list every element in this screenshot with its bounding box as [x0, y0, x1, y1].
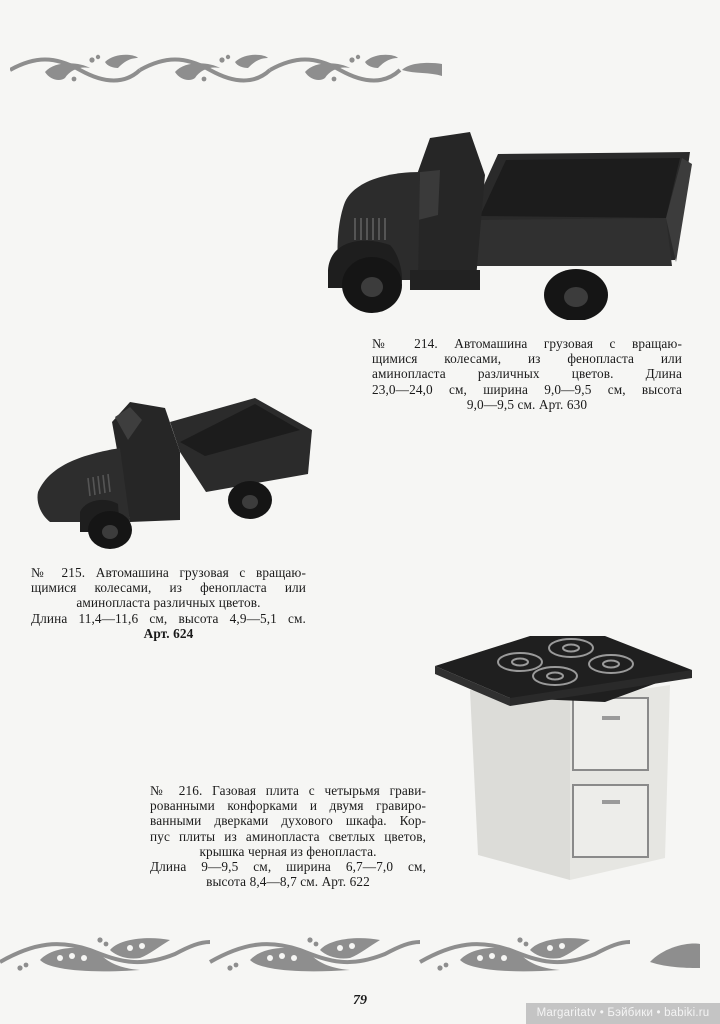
page-number: 79	[353, 993, 367, 1008]
caption-line: № 216. Газовая плита с четырьмя грави-	[150, 783, 426, 798]
caption-line: пус плиты из аминопласта светлых цветов,	[150, 828, 426, 844]
caption-line: 23,0—24,0 см, ширина 9,0—9,5 см, высота	[372, 381, 682, 397]
item-214-caption	[372, 336, 682, 412]
caption-line: рованными конфорками и двумя гравиро-	[150, 798, 426, 814]
top-ornament-border	[10, 48, 450, 88]
item-215-caption	[31, 565, 306, 641]
caption-line: аминопласта различных цветов.	[76, 595, 261, 611]
bottom-ornament-border	[0, 932, 705, 977]
truck-215-illustration	[30, 392, 320, 552]
watermark: Margaritatv • Бэйбики • babiki.ru	[526, 1003, 720, 1024]
caption-line: 9,0—9,5 см. Арт. 630	[466, 396, 588, 412]
item-216-caption	[150, 783, 426, 889]
caption-line: крышка черная из фенопласта.	[199, 843, 377, 859]
caption-line: высота 8,4—8,7 см. Арт. 622	[206, 874, 370, 890]
caption-line: щимися колесами, из фенопласта или	[31, 580, 306, 596]
article-number: Арт. 624	[143, 625, 194, 641]
truck-214-illustration	[320, 120, 700, 320]
caption-line: щимися колесами, из фенопласта или	[372, 351, 682, 367]
caption-line: № 214. Автомашина грузовая с вращаю-	[372, 336, 682, 351]
caption-line: ванными дверками духового шкафа. Кор-	[150, 813, 426, 829]
stove-216-illustration	[430, 630, 700, 890]
caption-line: Длина 9—9,5 см, ширина 6,7—7,0 см,	[150, 859, 426, 875]
caption-line: Длина 11,4—11,6 см, высота 4,9—5,1 см.	[31, 610, 306, 626]
caption-line: № 215. Автомашина грузовая с вращаю-	[31, 565, 306, 580]
caption-line: аминопласта различных цветов. Длина	[372, 366, 682, 382]
